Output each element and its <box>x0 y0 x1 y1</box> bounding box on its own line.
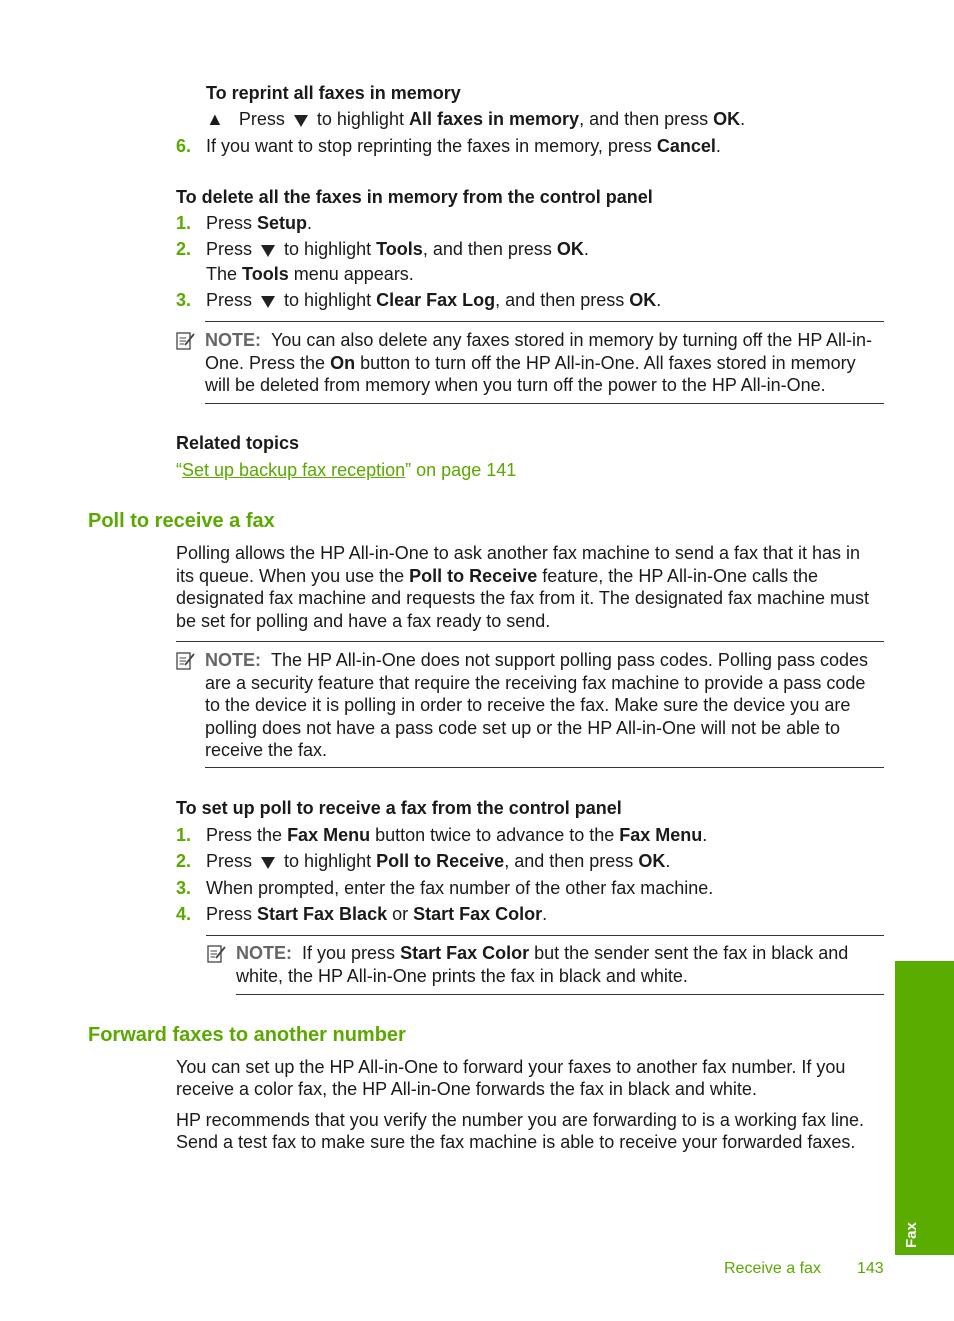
delete-heading: To delete all the faxes in memory from the control panel <box>176 187 653 207</box>
text: . <box>542 904 548 924</box>
bullet-glyph: ▲ <box>206 109 224 129</box>
down-arrow-icon <box>261 296 275 308</box>
step-subtext <box>206 263 414 286</box>
paragraph-line: You can set up the HP All-in-One to forward your faxes to another fax number. If you <box>176 1057 846 1077</box>
text: to highlight <box>316 109 404 129</box>
step-number: 1. <box>176 213 192 233</box>
note-line <box>205 649 868 672</box>
text: Start Fax Color <box>413 904 543 924</box>
text: Press <box>206 239 253 259</box>
text: its queue. When you use the <box>176 566 405 586</box>
text: Tools <box>376 239 423 259</box>
text: button to turn off the HP All-in-One. All faxes stored in memory <box>360 353 856 373</box>
text: OK <box>629 290 657 310</box>
text: , and then press <box>422 239 552 259</box>
step-number: 4. <box>176 904 192 924</box>
text: Press <box>206 213 253 233</box>
text: OK <box>556 239 584 259</box>
text: . <box>656 290 662 310</box>
text: On <box>330 353 356 373</box>
note-rule-top <box>205 321 884 322</box>
down-arrow-icon <box>294 115 308 127</box>
note-rule-top <box>176 641 884 642</box>
text: Press the <box>206 825 283 845</box>
chapter-tab-label <box>900 1218 920 1248</box>
step-text <box>206 824 707 847</box>
note-line: to the device it is polling in order to receive the fax. Make sure the device you are <box>205 695 851 715</box>
step-number: 6. <box>176 136 192 156</box>
text: “ <box>176 460 182 480</box>
paragraph-line: HP recommends that you verify the number you are forwarding to is a working fax line. <box>176 1110 864 1130</box>
note-line: white, the HP All-in-One prints the fax in black and white. <box>236 966 688 986</box>
chapter-tab <box>895 961 954 1255</box>
text: ” on page 141 <box>405 460 517 480</box>
text: OK <box>638 851 666 871</box>
note-line <box>205 329 872 352</box>
related-link-line <box>176 459 516 482</box>
step-number: 2. <box>176 239 192 259</box>
text: . <box>740 109 746 129</box>
page-number: 143 <box>857 1260 884 1277</box>
text: You can also delete any faxes stored in memory by turning off the HP All-in- <box>271 330 873 350</box>
note-line: polling does not have a pass code set up or the HP All-in-One will not be able to <box>205 718 841 738</box>
note-label: NOTE: <box>205 330 261 350</box>
note-label: NOTE: <box>236 943 292 963</box>
step-text <box>206 212 312 235</box>
paragraph-line: receive a color fax, the HP All-in-One forwards the fax in black and white. <box>176 1079 757 1099</box>
related-heading: Related topics <box>176 433 300 453</box>
reprint-heading: To reprint all faxes in memory <box>206 83 461 103</box>
note-pencil-icon <box>207 944 227 964</box>
text: Press <box>238 109 285 129</box>
text: , and then press <box>504 851 634 871</box>
text: Fax Menu <box>287 825 371 845</box>
text: menu appears. <box>293 264 414 284</box>
reprint-bullet <box>206 108 745 131</box>
note-line: will be deleted from memory when you turn off the power to the HP All-in-One. <box>205 375 826 395</box>
note-label: NOTE: <box>205 650 261 670</box>
note-rule-bottom <box>205 767 884 768</box>
text: to highlight <box>284 851 372 871</box>
text: If you want to stop reprinting the faxes in memory, press <box>206 136 652 156</box>
paragraph-line: Send a test fax to make sure the fax machine is able to receive your forwarded faxes. <box>176 1132 856 1152</box>
text: but the sender sent the fax in black and <box>534 943 849 963</box>
text: If you press <box>302 943 396 963</box>
text: to highlight <box>284 239 372 259</box>
text: to highlight <box>284 290 372 310</box>
paragraph-line: be set for polling and have a fax ready to send. <box>176 611 551 631</box>
note-pencil-icon <box>176 651 196 671</box>
text: Clear Fax Log <box>376 290 496 310</box>
text: . <box>715 136 721 156</box>
step-text <box>206 903 547 926</box>
forward-title: Forward faxes to another number <box>88 1024 406 1046</box>
note-rule-bottom <box>236 994 884 995</box>
step-number: 1. <box>176 825 192 845</box>
text: Cancel <box>656 136 716 156</box>
text: Poll to Receive <box>376 851 505 871</box>
step-number: 3. <box>176 878 192 898</box>
text: button twice to advance to the <box>375 825 615 845</box>
note-line <box>236 942 848 965</box>
paragraph-line <box>176 565 818 588</box>
poll-title: Poll to receive a fax <box>88 510 275 532</box>
note-rule-top <box>206 935 884 936</box>
paragraph-line: designated fax machine and requests the fax from it. The designated fax machine must <box>176 588 870 608</box>
step-text <box>206 238 589 261</box>
down-arrow-icon <box>261 857 275 869</box>
step-number: 2. <box>176 851 192 871</box>
note-line: receive the fax. <box>205 740 328 760</box>
text: Press <box>206 851 253 871</box>
text: . <box>702 825 708 845</box>
text: . <box>665 851 671 871</box>
footer-section: Receive a fax <box>724 1260 821 1277</box>
backup-fax-link[interactable]: Set up backup fax reception <box>182 460 406 480</box>
text: Fax <box>903 1222 920 1248</box>
step-text <box>206 289 661 312</box>
text: . <box>307 213 313 233</box>
note-rule-bottom <box>205 403 884 404</box>
text: Fax Menu <box>619 825 703 845</box>
text: Start Fax Black <box>257 904 388 924</box>
note-pencil-icon <box>176 331 196 351</box>
text: , and then press <box>579 109 709 129</box>
step-text <box>206 135 721 158</box>
text: Start Fax Color <box>400 943 530 963</box>
text: . <box>583 239 589 259</box>
text: feature, the HP All-in-One calls the <box>542 566 819 586</box>
text: Poll to Receive <box>409 566 538 586</box>
step-text <box>206 850 670 873</box>
text: OK <box>713 109 741 129</box>
text: Press <box>206 290 253 310</box>
text: or <box>392 904 409 924</box>
text: , and then press <box>495 290 625 310</box>
step-number: 3. <box>176 290 192 310</box>
down-arrow-icon <box>261 245 275 257</box>
note-line <box>205 352 856 375</box>
poll-setup-heading: To set up poll to receive a fax from the control panel <box>176 798 622 818</box>
text: Press <box>206 904 253 924</box>
text: Setup <box>257 213 308 233</box>
text: All faxes in memory <box>408 109 580 129</box>
text: Tools <box>242 264 289 284</box>
text: The <box>206 264 238 284</box>
paragraph-line: Polling allows the HP All-in-One to ask another fax machine to send a fax that it has in <box>176 543 861 563</box>
text: One. Press the <box>205 353 326 373</box>
note-line: are a security feature that require the receiving fax machine to provide a pass code <box>205 673 866 693</box>
step-text: When prompted, enter the fax number of the other fax machine. <box>206 878 714 898</box>
text: The HP All-in-One does not support polling pass codes. Polling pass codes <box>271 650 869 670</box>
